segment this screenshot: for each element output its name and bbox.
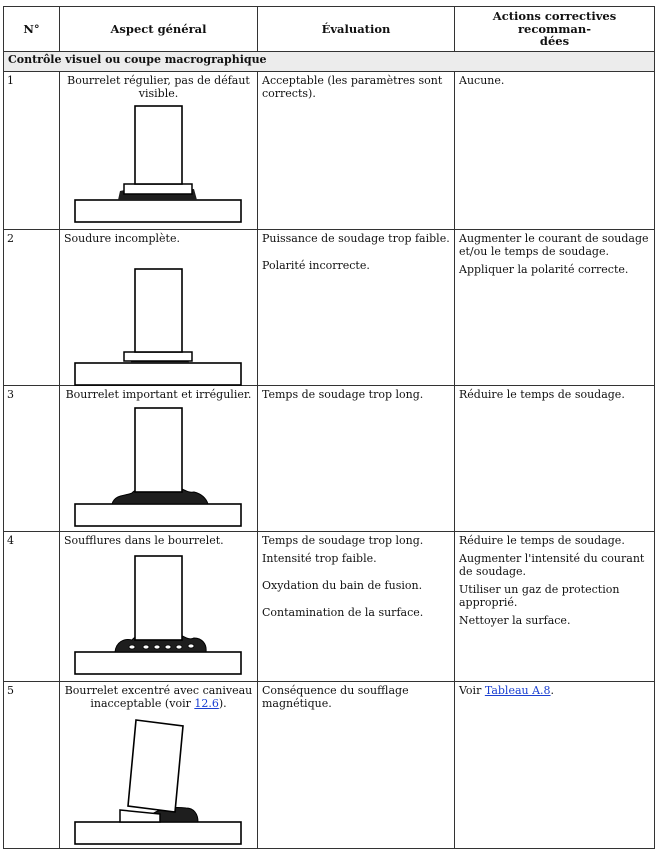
- aspect-text: Soudure incomplète.: [64, 231, 180, 245]
- action-text: [459, 685, 650, 698]
- action-text: Appliquer la polarité correcte.: [459, 262, 629, 276]
- row-number: 3: [4, 385, 60, 531]
- aspect-cell: [60, 385, 258, 531]
- evaluation-text: Oxydation du bain de fusion.: [262, 578, 423, 592]
- row-number: 2: [4, 229, 60, 385]
- aspect-text-end: ).: [218, 696, 227, 710]
- header-row: [4, 7, 655, 52]
- header-actions-line1: Actions correctives recomman-: [492, 9, 617, 36]
- aspect-cell: [60, 681, 258, 848]
- evaluation-text: Conséquence du soufflage magnétique.: [262, 683, 409, 710]
- header-aspect: Aspect général: [60, 7, 258, 52]
- link-tableau-a8[interactable]: Tableau A.8: [484, 683, 551, 697]
- table-row: [4, 229, 655, 385]
- evaluation-text: Acceptable (les paramètres sont corrects).: [262, 73, 443, 100]
- evaluation-text: Polarité incorrecte.: [262, 258, 370, 272]
- evaluation-text: Temps de soudage trop long.: [262, 533, 424, 547]
- action-text: Réduire le temps de soudage.: [459, 387, 625, 401]
- actions-cell: [455, 385, 655, 531]
- evaluation-text: Intensité trop faible.: [262, 551, 377, 565]
- link-section-12-6[interactable]: 12.6: [194, 696, 219, 710]
- weld-figure-porosity: [60, 532, 258, 682]
- header-num: N°: [4, 7, 60, 52]
- evaluation-cell: [258, 229, 455, 385]
- aspect-text: Soufflures dans le bourrelet.: [64, 533, 224, 547]
- evaluation-text: Temps de soudage trop long.: [262, 387, 424, 401]
- weld-figure-eccentric: [60, 682, 258, 850]
- table-row: [4, 681, 655, 848]
- defects-table: [3, 6, 655, 849]
- action-text: Augmenter l'intensité du courant de soudage.: [459, 551, 645, 578]
- weld-figure-regular: [60, 72, 258, 230]
- actions-cell: [455, 681, 655, 848]
- actions-cell: [455, 531, 655, 681]
- header-actions-line2: dées: [539, 34, 570, 49]
- row-number: 5: [4, 681, 60, 848]
- aspect-text: Bourrelet régulier, pas de défaut visible.: [67, 73, 250, 100]
- evaluation-cell: [258, 531, 455, 681]
- actions-cell: [455, 71, 655, 229]
- action-text: Utiliser un gaz de protection approprié.: [459, 582, 620, 609]
- action-text: Aucune.: [459, 73, 505, 87]
- action-text: Augmenter le courant de soudage et/ou le temps de soudage.: [459, 231, 649, 258]
- section-row: [4, 51, 655, 71]
- evaluation-cell: [258, 71, 455, 229]
- aspect-text: Bourrelet important et irrégulier.: [65, 387, 252, 401]
- aspect-cell: [60, 229, 258, 385]
- evaluation-text: Puissance de soudage trop faible.: [262, 231, 450, 245]
- action-text: Réduire le temps de soudage.: [459, 533, 625, 547]
- header-actions: [455, 7, 655, 52]
- action-text-end: .: [550, 683, 555, 697]
- aspect-text-start: Bourrelet excentré avec caniveau inacceptable (voir: [64, 683, 253, 710]
- evaluation-text: Contamination de la surface.: [262, 605, 424, 619]
- action-text-start: Voir: [459, 683, 485, 697]
- table-row: [4, 385, 655, 531]
- aspect-cell: [60, 531, 258, 681]
- aspect-cell: [60, 71, 258, 229]
- weld-figure-incomplete: [60, 230, 258, 386]
- action-text: Nettoyer la surface.: [459, 613, 571, 627]
- weld-figure-irregular: [60, 386, 258, 532]
- row-number: 4: [4, 531, 60, 681]
- table-row: [4, 71, 655, 229]
- evaluation-cell: [258, 681, 455, 848]
- actions-cell: [455, 229, 655, 385]
- row-number: 1: [4, 71, 60, 229]
- header-evaluation: Évaluation: [258, 7, 455, 52]
- section-title: Contrôle visuel ou coupe macrographique: [4, 51, 655, 71]
- evaluation-cell: [258, 385, 455, 531]
- table-row: [4, 531, 655, 681]
